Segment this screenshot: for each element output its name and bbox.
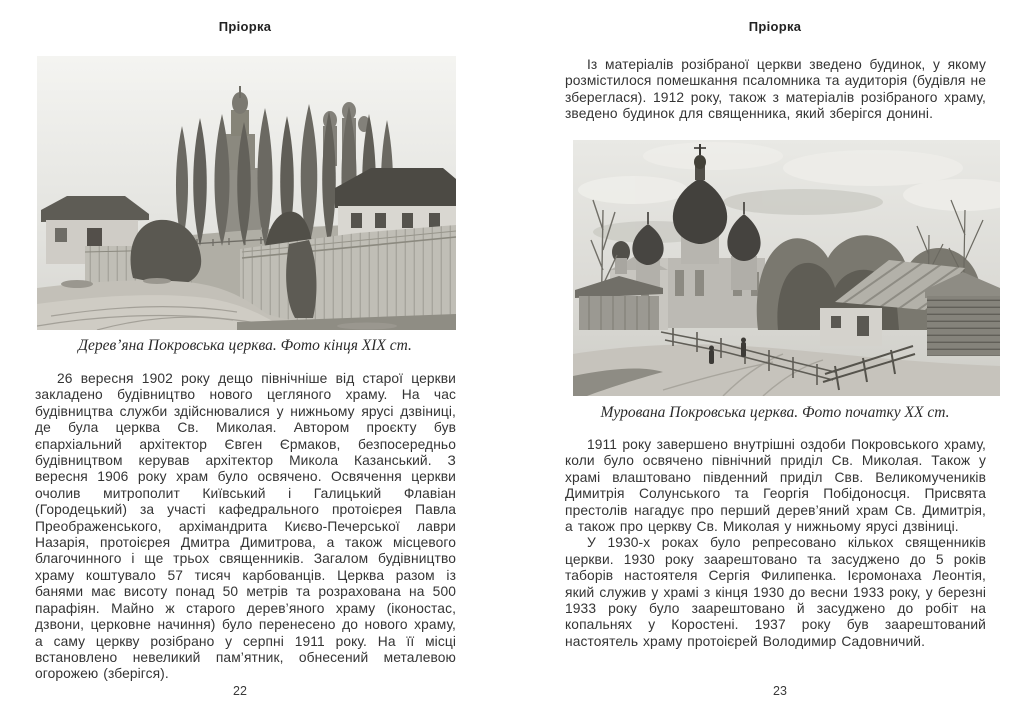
running-header-right: Пріорка — [748, 19, 802, 34]
paragraph: 1911 року завершено внутрішні оздоби Покровського храму, коли було освячено північний приділ Св. Миколая. Також у храмі влаштовано південний приділ Свв. Великомучеників Димитрія Солунського та Георгія Побідоносця. Присвята престолів нагадує про перший дерев’яний храм Св. Димитрія, а також про церкву Св. Миколая у нижньому ярусі дзвіниці. — [565, 437, 986, 535]
page-right — [512, 0, 1024, 718]
wooden-church-photo — [37, 56, 456, 330]
photo-caption-left: Дерев’яна Покровська церква. Фото кінця XIX ст. — [78, 337, 412, 354]
page-number-right: 23 — [773, 684, 787, 698]
wooden-church-illustration — [37, 56, 456, 330]
brick-church-illustration — [573, 140, 1000, 396]
paragraph: Із матеріалів розібраної церкви зведено будинок, у якому розмістилося помешкання псаломника та аудиторія (будівля не збереглася). 1912 року, також з матеріалів розібраного храму, зведено будинок для священника, який зберігся донині. — [565, 57, 986, 122]
page-number-left: 22 — [233, 684, 247, 698]
paragraph: 26 вересня 1902 року дещо північніше від старої церкви закладено будівництво нового цегляного храму. На час будівництва служби здійснювалися у нижньому ярусі дзвіниці, де була церква Св. Миколая. Автором проєкту був єпархіальний архітектор Євген Єрмаков, безпосередньо будівництвом керував архітектор Микола Казанський. З вересня 1906 року храм було освячено. Освячення церкви очолив митрополит Київський і Галицький Флавіан (Городецький) за участі кафедрального протоієрея Павла Преображенського, архімандрита Києво-Печерської лаври Назарія, протоієрея Дмитра Димитрова, а також місцевого благочинного і ще трьох священників. Загалом будівництво храму коштувало 57 тисяч карбованців. Церква разом із банями має висоту понад 50 метрів та розрахована на 500 парафіян. Майно ж старого дерев’яного храму (іконостас, дзвони, церковне начиння) було перенесено до нового храму, а саму церкву розібрано у серпні 1911 року. На її місці встановлено невеликий пам’ятник, обнесений металевою огорожею (зберігся). — [35, 371, 456, 682]
brick-church-photo — [573, 140, 1000, 396]
running-header-left: Пріорка — [218, 19, 272, 34]
left-page-body — [35, 371, 456, 683]
photo-caption-right: Мурована Покровська церква. Фото початку XX ст. — [600, 404, 950, 421]
right-page-body — [565, 437, 986, 650]
paragraph: У 1930-х роках було репресовано кількох священників церкви. 1930 року заарештовано та засуджено до 5 років таборів настоятеля Сергія Филипенка. Ієромонаха Леонтія, який служив у храмі з кінця 1930 до весни 1933 року, у березні 1933 року було заарештовано й засуджено до робіт на копальнях у Коростені. 1937 року був заарештований настоятель храму протоієрей Володимир Садовничий. — [565, 535, 986, 649]
right-page-intro — [565, 57, 986, 123]
